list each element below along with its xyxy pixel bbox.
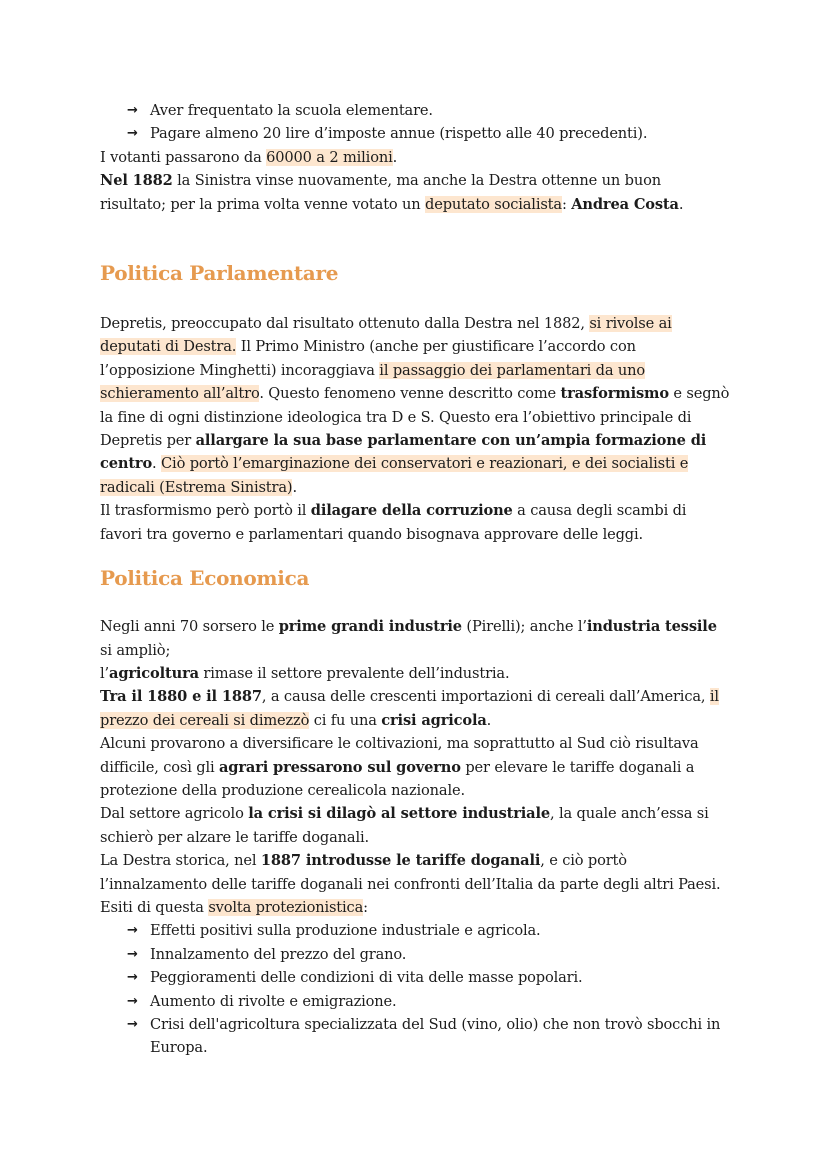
arrow-right-icon: → [127, 946, 138, 962]
tariffs-paragraph: La Destra storica, nel 1887 introdusse le tariffe doganali, e ciò portò l’innalzamento delle tariffe doganali nei confronti dell’Italia da parte degli altri Paesi. [100, 852, 721, 893]
arrow-right-icon: → [127, 103, 138, 118]
outcomes-list [100, 919, 730, 1059]
highlight: Ciò portò l’emarginazione dei conservatori e reazionari, e dei socialisti e radicali (Estrema Sinistra) [100, 455, 689, 496]
highlight: deputato socialista [425, 195, 562, 213]
requirements-list [100, 99, 730, 146]
election-1882-paragraph: Nel 1882 la Sinistra vinse nuovamente, ma anche la Destra ottenne un buon risultato; per la prima volta venne votato un deputato socialista: Andrea Costa. [100, 172, 684, 213]
arrow-right-icon: → [127, 993, 138, 1009]
list-item: → Pagare almeno 20 lire d’imposte annue (rispetto alle 40 precedenti). [127, 122, 730, 145]
arrow-right-icon: → [127, 126, 138, 142]
trasformismo-paragraph: Depretis, preoccupato dal risultato ottenuto dalla Destra nel 1882, si rivolse ai deputati di Destra. Il Primo Ministro (anche per giustificare l’accordo con l’opposizione Minghetti) incoraggiava il passaggio dei parlamentari da uno schieramento all’altro. Questo fenomeno venne descritto come trasformismo e segnò la fine di ogni distinzione ideologica tra D e S. Questo era l’obiettivo principale di Depretis per allargare la sua base parlamentare con un’ampia formazione di centro. Ciò portò l’emarginazione dei conservatori e reazionari, e dei socialisti e radicali (Estrema Sinistra). [100, 315, 730, 496]
arrow-right-icon: → [127, 970, 138, 986]
arrow-right-icon: → [127, 923, 138, 939]
list-item: → Effetti positivi sulla produzione industriale e agricola. [127, 919, 730, 942]
arrow-right-icon: → [127, 1017, 138, 1032]
crisis-paragraph: Tra il 1880 e il 1887, a causa delle crescenti importazioni di cereali dall’America, il prezzo dei cereali si dimezzò ci fu una crisi agricola. [100, 688, 719, 729]
highlight: si rivolse ai deputati di Destra. [100, 315, 672, 356]
diversification-paragraph: Alcuni provarono a diversificare le coltivazioni, ma soprattutto al Sud ciò risultava difficile, così gli agrari pressarono sul governo per elevare le tariffe doganali a protezione della produzione cerealicola nazionale. [100, 735, 699, 799]
agriculture-paragraph: l’agricoltura rimase il settore prevalente dell’industria. [100, 664, 510, 682]
industrial-crisis-paragraph: Dal settore agricolo la crisi si dilagò al settore industriale, la quale anch’essa si schierò per alzare le tariffe doganali. [100, 805, 709, 846]
list-item: → Aumento di rivolte e emigrazione. [127, 990, 730, 1013]
heading-politica-economica: Politica Economica [100, 566, 310, 591]
heading-politica-parlamentare: Politica Parlamentare [100, 261, 339, 286]
list-item: → Aver frequentato la scuola elementare. [127, 99, 730, 122]
outcomes-intro: Esiti di questa svolta protezionistica: [100, 898, 368, 916]
list-item: → Innalzamento del prezzo del grano. [127, 943, 730, 966]
list-item: → Crisi dell'agricoltura specializzata del Sud (vino, olio) che non trovò sbocchi in Europa. [127, 1013, 730, 1060]
highlight: il prezzo dei cereali si dimezzò [100, 688, 719, 729]
industries-paragraph: Negli anni 70 sorsero le prime grandi industrie (Pirelli); anche l’industria tessile si ampliò; [100, 618, 717, 659]
highlight: il passaggio dei parlamentari da uno schieramento all’altro [100, 361, 646, 403]
highlight: svolta protezionistica [208, 898, 364, 916]
voters-paragraph: I votanti passarono da 60000 a 2 milioni. [100, 148, 398, 166]
corruption-paragraph: Il trasformismo però portò il dilagare della corruzione a causa degli scambi di favori tra governo e parlamentari quando bisognava approvare delle leggi. [100, 502, 687, 543]
highlight: 60000 a 2 milioni [266, 148, 393, 166]
document-body [100, 99, 730, 1060]
list-item: → Peggioramenti delle condizioni di vita delle masse popolari. [127, 966, 730, 989]
